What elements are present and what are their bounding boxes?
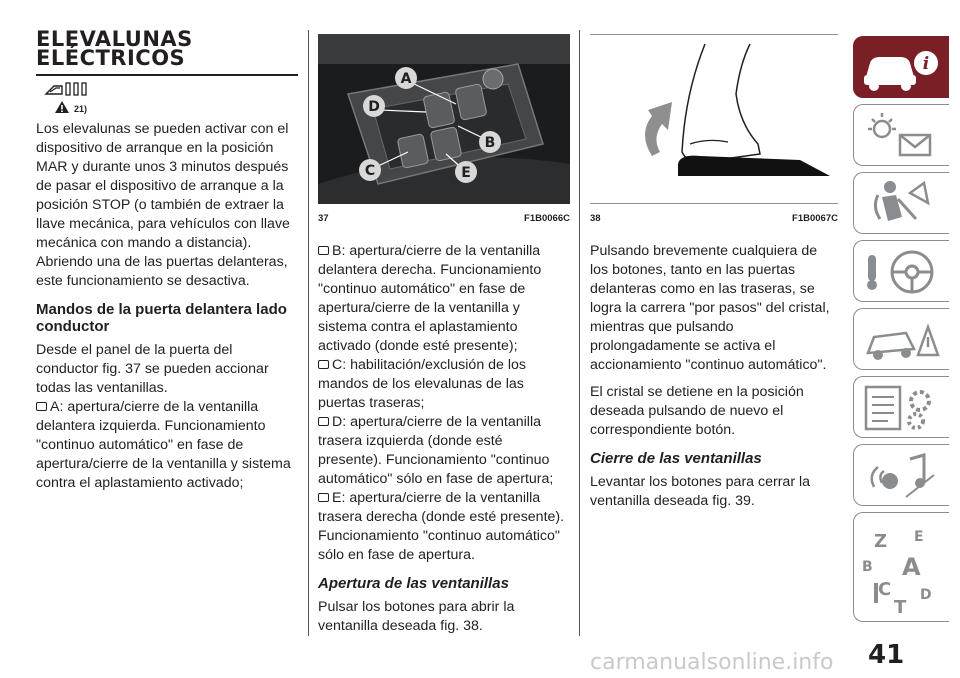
tab-index[interactable] bbox=[853, 512, 949, 622]
intro-paragraph: Los elevalunas se pueden activar con el dispositivo de arranque en la posición MAR y durante unos 3 minutos después de pasar el dispositivo de arranque a la posición STOP (o también de extraer la llave mecánica, para vehículos con llave mecánica con mando a distancia). Abriendo una de las puertas delanteras, este funcionamiento se desactiva. bbox=[36, 121, 290, 289]
warning-ref-number: 21) bbox=[74, 104, 88, 114]
section-title bbox=[36, 27, 298, 70]
tab-car-info[interactable] bbox=[853, 36, 949, 98]
index-letter: D bbox=[920, 587, 932, 603]
tab-driving[interactable] bbox=[853, 240, 949, 302]
tab-safety[interactable] bbox=[853, 172, 949, 234]
figure-38-caption bbox=[590, 213, 838, 224]
warning-lights-icon bbox=[854, 105, 949, 166]
watermark: carmanualsonline.info bbox=[590, 650, 834, 675]
figure-number: 37 bbox=[318, 213, 329, 224]
bullet-d-text: D: apertura/cierre de la ventanilla trasera izquierda (donde esté presente). Funcionamiento "continuo automático" sólo en fase de apertura; bbox=[318, 414, 554, 487]
stop-paragraph: El cristal se detiene en la posición deseada pulsando de nuevo el correspondiente botón. bbox=[590, 384, 804, 438]
index-icon bbox=[854, 513, 949, 622]
emergency-icon bbox=[854, 309, 949, 370]
column-divider bbox=[579, 30, 580, 636]
bullet-b-text: B: apertura/cierre de la ventanilla delantera derecha. Funcionamiento "continuo automático" en fase de apertura/cierre de la ventanilla y sistema contra el aplastamiento activado (donde esté presente); bbox=[318, 243, 542, 354]
bullet-e bbox=[318, 489, 570, 565]
bullet-icon bbox=[318, 493, 329, 502]
opening-heading: Apertura de las ventanillas bbox=[318, 575, 509, 592]
svg-text:i: i bbox=[922, 54, 930, 74]
tab-warning-lights[interactable] bbox=[853, 104, 949, 166]
bullet-icon bbox=[318, 417, 329, 426]
closing-heading: Cierre de las ventanillas bbox=[590, 450, 762, 467]
page-number: 41 bbox=[868, 640, 905, 670]
column-1 bbox=[36, 27, 298, 501]
figure-number: 38 bbox=[590, 213, 601, 224]
label-b: B bbox=[484, 135, 496, 151]
finger-pressing-switch-illustration bbox=[590, 34, 838, 204]
bullet-icon bbox=[36, 402, 47, 411]
column-3 bbox=[590, 242, 838, 519]
label-a: A bbox=[400, 71, 412, 87]
label-c: C bbox=[364, 163, 376, 179]
bullet-icon bbox=[318, 360, 329, 369]
bullet-b bbox=[318, 242, 570, 356]
car-info-icon bbox=[854, 37, 949, 98]
bullet-d bbox=[318, 413, 570, 489]
safety-icon bbox=[854, 173, 949, 234]
figure-code: F1B0067C bbox=[792, 213, 838, 224]
bullet-a-text: A: apertura/cierre de la ventanilla delantera izquierda. Funcionamiento "continuo automático" en fase de apertura/cierre de la ventanilla y sistema contra el aplastamiento activado; bbox=[36, 399, 291, 491]
tab-maintenance[interactable] bbox=[853, 376, 949, 438]
maintenance-icon bbox=[854, 377, 949, 438]
driver-door-controls-heading: Mandos de la puerta delantera lado conductor bbox=[36, 301, 287, 335]
index-letter: T bbox=[894, 597, 907, 618]
figure-37 bbox=[318, 34, 570, 224]
label-e: E bbox=[461, 165, 471, 181]
index-letter: Z bbox=[874, 531, 888, 552]
warning-reference bbox=[54, 100, 298, 114]
figure-38 bbox=[590, 34, 838, 224]
index-letter: A bbox=[902, 553, 921, 581]
driving-icon bbox=[854, 241, 949, 302]
title-line-2: ELÉCTRICOS bbox=[36, 46, 186, 70]
title-rule bbox=[36, 74, 298, 76]
index-letter: C bbox=[878, 579, 892, 600]
index-letter: E bbox=[914, 529, 924, 545]
tab-multimedia[interactable] bbox=[853, 444, 949, 506]
index-letter: B bbox=[862, 559, 873, 575]
bullet-icon bbox=[318, 246, 329, 255]
bullet-c-text: C: habilitación/exclusión de los mandos de los elevalunas de las puertas traseras; bbox=[318, 357, 527, 411]
bullet-e-text: E: apertura/cierre de la ventanilla trasera derecha (donde esté presente). Funcionamiento "continuo automático" sólo en fase de apertura. bbox=[318, 490, 565, 563]
step-paragraph: Pulsando brevemente cualquiera de los botones, tanto en las puertas delanteras como en las traseras, se logra la carrera "por pasos" del cristal, mientras que pulsando prolongadamente se activa el accionamiento "continuo automático". bbox=[590, 243, 830, 373]
label-d: D bbox=[368, 99, 380, 115]
window-switch-symbol-icon bbox=[44, 80, 298, 98]
opening-paragraph: Pulsar los botones para abrir la ventanilla deseada fig. 38. bbox=[318, 599, 515, 634]
bullet-a bbox=[36, 398, 298, 493]
figure-37-caption bbox=[318, 213, 570, 224]
title-line-1: ELEVALUNAS bbox=[36, 27, 193, 51]
warning-triangle-icon bbox=[54, 100, 70, 114]
tab-emergency[interactable] bbox=[853, 308, 949, 370]
multimedia-icon bbox=[854, 445, 949, 506]
window-switch-panel-photo bbox=[318, 34, 570, 204]
column-divider bbox=[308, 30, 309, 636]
figure-code: F1B0066C bbox=[524, 213, 570, 224]
column-2 bbox=[318, 242, 570, 644]
bullet-c bbox=[318, 356, 570, 413]
panel-paragraph: Desde el panel de la puerta del conductor fig. 37 se pueden accionar todas las ventanillas. bbox=[36, 342, 269, 396]
closing-paragraph: Levantar los botones para cerrar la ventanilla deseada fig. 39. bbox=[590, 474, 811, 509]
